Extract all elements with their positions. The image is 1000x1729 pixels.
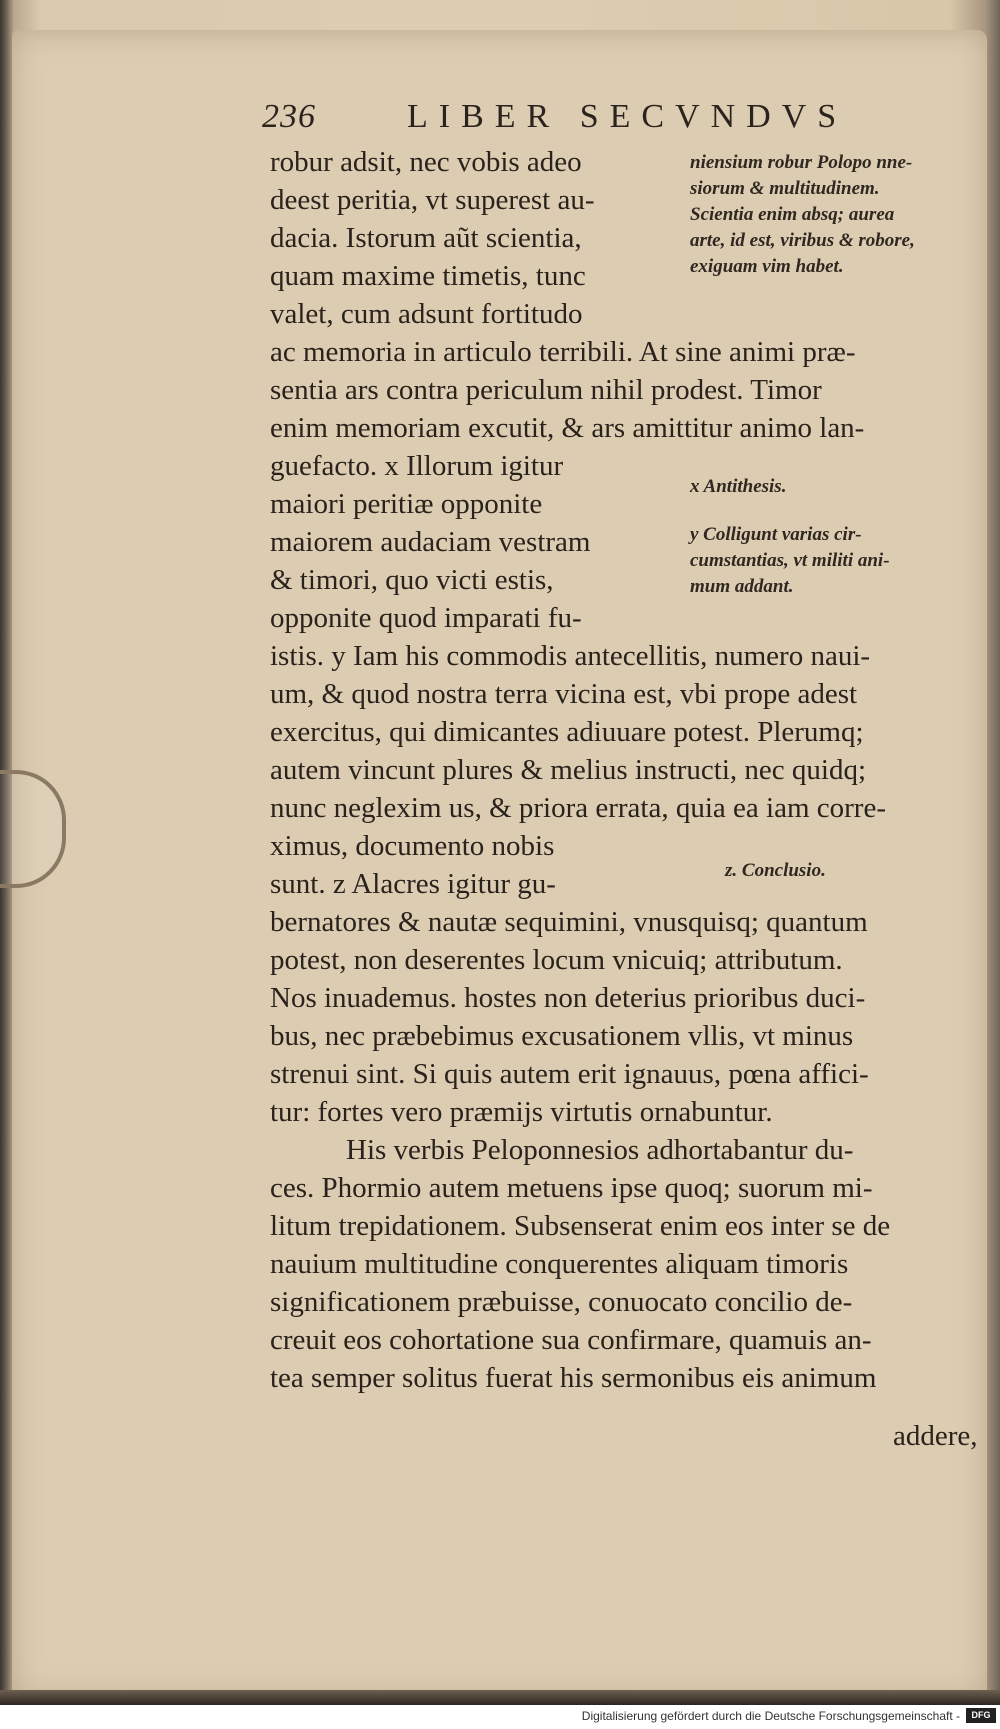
body-line: quam maxime timetis, tunc	[270, 260, 586, 292]
body-line: guefacto. x Illorum igitur	[270, 450, 564, 482]
note-line: x Antithesis.	[690, 476, 787, 497]
body-line: ac memoria in articulo terribili. At sine animi præ-	[270, 336, 856, 368]
body-line: significationem præbuisse, conuocato concilio de-	[270, 1286, 853, 1318]
body-line: valet, cum adsunt fortitudo	[270, 298, 583, 330]
body-line: opponite quod imparati fu-	[270, 602, 582, 634]
body-line: sentia ars contra periculum nihil prodest. Timor	[270, 374, 822, 406]
body-line: sunt. z Alacres igitur gu-	[270, 868, 556, 900]
body-line: enim memoriam excutit, & ars amittitur animo lan-	[270, 412, 865, 444]
marginal-note-y	[690, 522, 990, 600]
body-line: nauium multitudine conquerentes aliquam timoris	[270, 1248, 849, 1280]
body-line: deest peritia, vt superest au-	[270, 184, 595, 216]
digitization-credit: Digitalisierung gefördert durch die Deutsche Forschungsgemeinschaft -	[581, 1709, 960, 1723]
page-number: 236	[262, 98, 316, 135]
body-line: litum trepidationem. Subsenserat enim eos inter se de	[270, 1210, 891, 1242]
body-line: exercitus, qui dimicantes adiuuare potest. Plerumq;	[270, 716, 864, 748]
body-line: strenui sint. Si quis autem erit ignauus, pœna affici-	[270, 1058, 869, 1090]
note-line: z. Conclusio.	[725, 860, 826, 881]
note-line: cumstantias, vt militi ani-	[690, 550, 890, 571]
body-line: um, & quod nostra terra vicina est, vbi prope adest	[270, 678, 858, 710]
note-line: exiguam vim habet.	[690, 256, 844, 277]
footer-bar	[0, 1705, 1000, 1729]
body-line: autem vincunt plures & melius instructi, nec quidq;	[270, 754, 867, 786]
body-text-block-6	[270, 903, 970, 1131]
marginal-note-z	[725, 858, 1000, 884]
body-text-block-2	[270, 333, 970, 447]
body-line: bus, nec præbebimus excusationem vllis, vt minus	[270, 1020, 854, 1052]
dfg-logo-icon: DFG	[966, 1708, 996, 1723]
note-line: Scientia enim absq; aurea	[690, 204, 895, 225]
note-line: y Colligunt varias cir-	[690, 524, 862, 545]
body-line: creuit eos cohortatione sua confirmare, quamuis an-	[270, 1324, 872, 1356]
note-line: niensium robur Polopo nne-	[690, 152, 913, 173]
body-line: tea semper solitus fuerat his sermonibus eis animum	[270, 1362, 877, 1394]
note-line: arte, id est, viribus & robore,	[690, 230, 915, 251]
note-line: mum addant.	[690, 576, 794, 597]
running-head: LIBER SECVNDVS	[407, 98, 848, 135]
body-text-block-4	[270, 637, 970, 827]
body-line: maiori peritiæ opponite	[270, 488, 543, 520]
body-line: ces. Phormio autem metuens ipse quoq; suorum mi-	[270, 1172, 873, 1204]
body-line: istis. y Iam his commodis antecellitis, numero naui-	[270, 640, 871, 672]
body-line: Nos inuademus. hostes non deterius prioribus duci-	[270, 982, 866, 1014]
catchword: addere,	[893, 1420, 978, 1452]
marginal-note-x	[690, 474, 990, 500]
body-line: ximus, documento nobis	[270, 830, 555, 862]
body-line: dacia. Istorum aũt scientia,	[270, 222, 582, 254]
body-text-block-7	[270, 1131, 970, 1397]
body-line: maiorem audaciam vestram	[270, 526, 591, 558]
marginal-note-1	[690, 150, 990, 280]
body-line: robur adsit, nec vobis adeo	[270, 146, 582, 178]
body-line: tur: fortes vero præmijs virtutis ornabuntur.	[270, 1096, 773, 1128]
note-line: siorum & multitudinem.	[690, 178, 880, 199]
body-line: nunc neglexim us, & priora errata, quia ea iam corre-	[270, 792, 886, 824]
body-line: bernatores & nautæ sequimini, vnusquisq; quantum	[270, 906, 868, 938]
body-line: potest, non deserentes locum vnicuiq; attributum.	[270, 944, 843, 976]
body-line: & timori, quo victi estis,	[270, 564, 554, 596]
page-bottom-edge	[0, 1690, 1000, 1705]
body-line: His verbis Peloponnesios adhortabantur du-	[346, 1134, 854, 1166]
